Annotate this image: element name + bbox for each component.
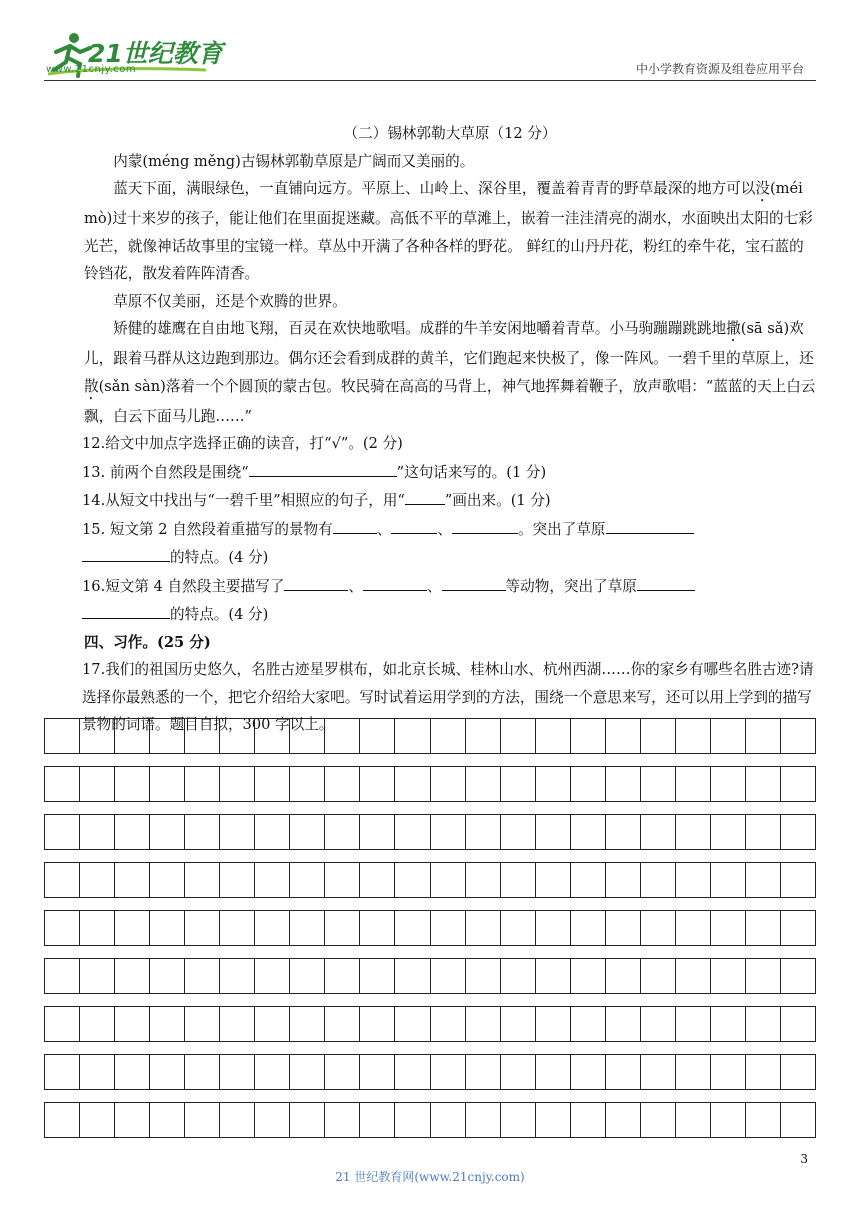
grid-cell[interactable] xyxy=(325,1103,360,1137)
grid-cell[interactable] xyxy=(466,959,501,993)
grid-cell[interactable] xyxy=(746,1007,781,1041)
grid-cell[interactable] xyxy=(711,1055,746,1089)
grid-gap xyxy=(44,994,816,1006)
grid-cell[interactable] xyxy=(641,815,676,849)
grid-cell[interactable] xyxy=(676,911,711,945)
grid-cell[interactable] xyxy=(115,719,150,753)
grid-cell[interactable] xyxy=(325,1055,360,1089)
grid-cell[interactable] xyxy=(255,815,290,849)
grid-cell[interactable] xyxy=(431,767,466,801)
answer-blank[interactable] xyxy=(82,543,170,562)
grid-cell[interactable] xyxy=(571,911,606,945)
grid-cell[interactable] xyxy=(571,719,606,753)
grid-cell[interactable] xyxy=(220,767,255,801)
grid-cell[interactable] xyxy=(501,815,536,849)
grid-cell[interactable] xyxy=(255,911,290,945)
grid-cell[interactable] xyxy=(746,911,781,945)
dotted-char: 撒 xyxy=(726,320,741,337)
grid-cell[interactable] xyxy=(641,959,676,993)
grid-cell[interactable] xyxy=(115,815,150,849)
grid-cell[interactable] xyxy=(501,911,536,945)
grid-cell[interactable] xyxy=(360,863,395,897)
paragraph-4: 矫健的雄鹰在自由地飞翔，百灵在欢快地歌唱。成群的牛羊安闲地嚼着青草。小马驹蹦蹦跳跳地撒(sā sǎ)欢儿，跟着马群从这边跑到那边。偶尔还会看到成群的黄羊，它们跑起来快极了，像一阵风。一碧千里的草原上，还散(sǎn sàn)落着一个个圆顶的蒙古包。牧民骑在高高的马背上，神气地挥舞着鞭子，放声歌唱：“蓝蓝的天上白云飘，白云下面马儿跑……” xyxy=(84,320,816,425)
grid-cell[interactable] xyxy=(606,767,641,801)
writing-grid[interactable] xyxy=(44,718,816,1138)
grid-cell[interactable] xyxy=(431,815,466,849)
answer-blank[interactable] xyxy=(637,572,695,591)
grid-cell[interactable] xyxy=(150,767,185,801)
grid-cell[interactable] xyxy=(746,959,781,993)
grid-cell[interactable] xyxy=(395,1055,430,1089)
grid-cell[interactable] xyxy=(255,863,290,897)
grid-cell[interactable] xyxy=(290,719,325,753)
grid-cell[interactable] xyxy=(45,815,80,849)
grid-cell[interactable] xyxy=(220,1007,255,1041)
reading-title: （二）锡林郭勒大草原（12 分） xyxy=(343,125,557,142)
grid-cell[interactable] xyxy=(45,1055,80,1089)
grid-cell[interactable] xyxy=(290,1103,325,1137)
grid-cell[interactable] xyxy=(431,863,466,897)
grid-cell[interactable] xyxy=(431,959,466,993)
answer-blank[interactable] xyxy=(363,572,427,591)
grid-cell[interactable] xyxy=(185,1007,220,1041)
grid-cell[interactable] xyxy=(431,911,466,945)
grid-cell[interactable] xyxy=(115,767,150,801)
grid-gap xyxy=(44,850,816,862)
grid-cell[interactable] xyxy=(395,863,430,897)
grid-cell[interactable] xyxy=(290,1007,325,1041)
grid-cell[interactable] xyxy=(255,767,290,801)
grid-cell[interactable] xyxy=(501,1055,536,1089)
question-17: 17.我们的祖国历史悠久，名胜古迹星罗棋布，如北京长城、桂林山水、杭州西湖……你的家乡有哪些名胜古迹?请选择你最熟悉的一个，把它介绍给大家吧。写时试着运用学到的方法，围绕一个意思来写，还可以用上学到的描写景物的词语。题目自拟，300 字以上。 xyxy=(82,661,814,733)
grid-cell[interactable] xyxy=(676,1103,711,1137)
section-4-heading: 四、习作。(25 分) xyxy=(84,633,211,651)
grid-cell[interactable] xyxy=(606,911,641,945)
grid-gap xyxy=(44,754,816,766)
grid-cell[interactable] xyxy=(466,767,501,801)
grid-cell[interactable] xyxy=(466,719,501,753)
grid-cell[interactable] xyxy=(360,911,395,945)
grid-cell[interactable] xyxy=(711,863,746,897)
grid-cell[interactable] xyxy=(115,911,150,945)
grid-cell[interactable] xyxy=(290,959,325,993)
grid-cell[interactable] xyxy=(606,959,641,993)
grid-cell[interactable] xyxy=(536,1103,571,1137)
grid-cell[interactable] xyxy=(150,1055,185,1089)
grid-cell[interactable] xyxy=(431,1055,466,1089)
grid-cell[interactable] xyxy=(781,863,815,897)
grid-cell[interactable] xyxy=(290,1055,325,1089)
grid-cell[interactable] xyxy=(395,959,430,993)
grid-cell[interactable] xyxy=(781,959,815,993)
grid-cell[interactable] xyxy=(255,1055,290,1089)
grid-cell[interactable] xyxy=(781,1055,815,1089)
grid-cell[interactable] xyxy=(255,1007,290,1041)
grid-cell[interactable] xyxy=(185,767,220,801)
grid-gap xyxy=(44,802,816,814)
grid-cell[interactable] xyxy=(150,815,185,849)
grid-cell[interactable] xyxy=(45,863,80,897)
grid-cell[interactable] xyxy=(325,911,360,945)
grid-cell[interactable] xyxy=(606,1103,641,1137)
grid-cell[interactable] xyxy=(501,719,536,753)
grid-cell[interactable] xyxy=(676,1055,711,1089)
grid-cell[interactable] xyxy=(220,959,255,993)
answer-blank[interactable] xyxy=(405,486,445,505)
grid-cell[interactable] xyxy=(150,959,185,993)
grid-cell[interactable] xyxy=(711,815,746,849)
answer-blank[interactable] xyxy=(82,600,170,619)
grid-cell[interactable] xyxy=(571,863,606,897)
grid-cell[interactable] xyxy=(255,959,290,993)
grid-cell[interactable] xyxy=(606,863,641,897)
grid-row xyxy=(44,910,816,946)
grid-row xyxy=(44,1006,816,1042)
answer-blank[interactable] xyxy=(452,515,518,534)
grid-cell[interactable] xyxy=(676,863,711,897)
grid-cell[interactable] xyxy=(466,863,501,897)
grid-cell[interactable] xyxy=(395,815,430,849)
grid-cell[interactable] xyxy=(325,959,360,993)
grid-row xyxy=(44,1054,816,1090)
grid-cell[interactable] xyxy=(711,1007,746,1041)
grid-cell[interactable] xyxy=(641,863,676,897)
grid-cell[interactable] xyxy=(431,1103,466,1137)
grid-row xyxy=(44,862,816,898)
grid-cell[interactable] xyxy=(536,1007,571,1041)
grid-cell[interactable] xyxy=(360,1055,395,1089)
grid-cell[interactable] xyxy=(150,719,185,753)
grid-cell[interactable] xyxy=(80,1007,115,1041)
grid-cell[interactable] xyxy=(80,863,115,897)
grid-row xyxy=(44,814,816,850)
grid-cell[interactable] xyxy=(185,863,220,897)
grid-cell[interactable] xyxy=(466,1007,501,1041)
grid-cell[interactable] xyxy=(641,911,676,945)
grid-cell[interactable] xyxy=(360,959,395,993)
dotted-char: 散 xyxy=(84,377,99,395)
grid-row xyxy=(44,766,816,802)
grid-cell[interactable] xyxy=(115,959,150,993)
question-12: 12.给文中加点字选择正确的读音，打“√”。(2 分) xyxy=(82,435,403,452)
grid-cell[interactable] xyxy=(395,911,430,945)
grid-cell[interactable] xyxy=(536,959,571,993)
grid-cell[interactable] xyxy=(360,767,395,801)
answer-blank[interactable] xyxy=(249,458,397,477)
grid-cell[interactable] xyxy=(641,767,676,801)
grid-cell[interactable] xyxy=(746,1055,781,1089)
grid-cell[interactable] xyxy=(150,911,185,945)
grid-cell[interactable] xyxy=(115,863,150,897)
grid-cell[interactable] xyxy=(115,1055,150,1089)
grid-cell[interactable] xyxy=(571,1055,606,1089)
grid-cell[interactable] xyxy=(676,959,711,993)
grid-cell[interactable] xyxy=(255,719,290,753)
grid-cell[interactable] xyxy=(325,863,360,897)
grid-cell[interactable] xyxy=(711,959,746,993)
grid-cell[interactable] xyxy=(325,815,360,849)
paragraph-3: 草原不仅美丽，还是个欢腾的世界。 xyxy=(113,292,347,310)
grid-cell[interactable] xyxy=(571,815,606,849)
grid-cell[interactable] xyxy=(255,1103,290,1137)
grid-cell[interactable] xyxy=(571,1007,606,1041)
grid-cell[interactable] xyxy=(395,1103,430,1137)
grid-cell[interactable] xyxy=(290,767,325,801)
grid-cell[interactable] xyxy=(781,1103,815,1137)
grid-cell[interactable] xyxy=(325,719,360,753)
grid-cell[interactable] xyxy=(641,1055,676,1089)
grid-cell[interactable] xyxy=(45,1007,80,1041)
grid-cell[interactable] xyxy=(536,863,571,897)
grid-cell[interactable] xyxy=(80,959,115,993)
grid-cell[interactable] xyxy=(325,767,360,801)
grid-cell[interactable] xyxy=(290,911,325,945)
grid-cell[interactable] xyxy=(781,815,815,849)
grid-cell[interactable] xyxy=(466,815,501,849)
question-15: 15. 短文第 2 自然段着重描写的景物有 、 、 。突出了草原 的特点。(4 分) xyxy=(82,515,816,572)
grid-cell[interactable] xyxy=(220,719,255,753)
grid-cell[interactable] xyxy=(80,719,115,753)
grid-cell[interactable] xyxy=(80,1103,115,1137)
grid-cell[interactable] xyxy=(185,911,220,945)
grid-cell[interactable] xyxy=(641,1103,676,1137)
grid-cell[interactable] xyxy=(185,959,220,993)
grid-cell[interactable] xyxy=(395,767,430,801)
grid-cell[interactable] xyxy=(606,815,641,849)
dotted-char: 没 xyxy=(755,180,770,197)
footer-site: 21 世纪教育网(www.21cnjy.com) xyxy=(335,1170,525,1184)
grid-cell[interactable] xyxy=(711,911,746,945)
grid-cell[interactable] xyxy=(781,911,815,945)
grid-cell[interactable] xyxy=(746,815,781,849)
grid-cell[interactable] xyxy=(360,719,395,753)
grid-cell[interactable] xyxy=(185,719,220,753)
grid-cell[interactable] xyxy=(185,1055,220,1089)
grid-cell[interactable] xyxy=(220,815,255,849)
grid-cell[interactable] xyxy=(360,815,395,849)
answer-blank[interactable] xyxy=(284,572,348,591)
logo-url: www.21cnjy.com xyxy=(46,64,137,75)
header-divider xyxy=(44,80,816,81)
grid-cell[interactable] xyxy=(571,959,606,993)
grid-cell[interactable] xyxy=(150,863,185,897)
grid-gap xyxy=(44,1090,816,1102)
grid-cell[interactable] xyxy=(676,1007,711,1041)
grid-cell[interactable] xyxy=(711,1103,746,1137)
grid-cell[interactable] xyxy=(536,719,571,753)
page-number: 3 xyxy=(800,1152,808,1166)
grid-cell[interactable] xyxy=(45,767,80,801)
answer-blank[interactable] xyxy=(391,515,437,534)
grid-cell[interactable] xyxy=(466,1103,501,1137)
grid-cell[interactable] xyxy=(360,1007,395,1041)
grid-gap xyxy=(44,1042,816,1054)
grid-cell[interactable] xyxy=(45,959,80,993)
grid-cell[interactable] xyxy=(746,767,781,801)
grid-cell[interactable] xyxy=(641,1007,676,1041)
question-14: 14.从短文中找出与“一碧千里”相照应的句子，用“ ”画出来。(1 分) xyxy=(82,486,816,515)
grid-cell[interactable] xyxy=(395,1007,430,1041)
grid-cell[interactable] xyxy=(80,911,115,945)
grid-cell[interactable] xyxy=(220,911,255,945)
grid-cell[interactable] xyxy=(676,815,711,849)
grid-gap xyxy=(44,946,816,958)
grid-row xyxy=(44,718,816,754)
grid-row xyxy=(44,1102,816,1138)
paragraph-2: 蓝天下面，满眼绿色，一直铺向远方。平原上、山岭上、深谷里，覆盖着青青的野草最深的地方可以没(méi mò)过十来岁的孩子，能让他们在里面捉迷藏。高低不平的草滩上，嵌着一洼洼清亮的湖水，水面映出太阳的七彩光芒，就像神话故事里的宝镜一样。草丛中开满了各种各样的野花。 鲜红的山丹丹花，粉红的牵牛花，宝石蓝的铃铛花，散发着阵阵清香。 xyxy=(84,180,813,282)
grid-cell[interactable] xyxy=(220,1103,255,1137)
grid-cell[interactable] xyxy=(536,911,571,945)
paragraph-1: 内蒙(méng měng)古锡林郭勒草原是广阔而又美丽的。 xyxy=(113,152,475,170)
grid-cell[interactable] xyxy=(501,863,536,897)
grid-cell[interactable] xyxy=(360,1103,395,1137)
grid-cell[interactable] xyxy=(536,1055,571,1089)
platform-name: 中小学教育资源及组卷应用平台 xyxy=(635,62,804,76)
grid-cell[interactable] xyxy=(290,815,325,849)
grid-cell[interactable] xyxy=(45,1103,80,1137)
grid-cell[interactable] xyxy=(185,815,220,849)
answer-blank[interactable] xyxy=(333,515,377,534)
grid-cell[interactable] xyxy=(746,1103,781,1137)
page-header xyxy=(0,0,860,90)
grid-cell[interactable] xyxy=(220,863,255,897)
grid-cell[interactable] xyxy=(45,719,80,753)
exam-content xyxy=(84,120,816,739)
grid-cell[interactable] xyxy=(606,1007,641,1041)
grid-cell[interactable] xyxy=(606,1055,641,1089)
grid-cell[interactable] xyxy=(571,1103,606,1137)
grid-cell[interactable] xyxy=(431,1007,466,1041)
grid-cell[interactable] xyxy=(746,719,781,753)
grid-cell[interactable] xyxy=(150,1103,185,1137)
grid-cell[interactable] xyxy=(466,911,501,945)
grid-cell[interactable] xyxy=(431,719,466,753)
grid-cell[interactable] xyxy=(606,719,641,753)
grid-cell[interactable] xyxy=(185,1103,220,1137)
grid-cell[interactable] xyxy=(80,1055,115,1089)
grid-cell[interactable] xyxy=(325,1007,360,1041)
grid-cell[interactable] xyxy=(676,767,711,801)
grid-cell[interactable] xyxy=(290,863,325,897)
grid-cell[interactable] xyxy=(781,1007,815,1041)
grid-cell[interactable] xyxy=(80,767,115,801)
grid-cell[interactable] xyxy=(220,1055,255,1089)
grid-cell[interactable] xyxy=(501,1007,536,1041)
grid-cell[interactable] xyxy=(676,719,711,753)
grid-cell[interactable] xyxy=(536,767,571,801)
question-16: 16.短文第 4 自然段主要描写了 、 、 等动物，突出了草原 的特点。(4 分) xyxy=(82,572,816,629)
grid-cell[interactable] xyxy=(80,815,115,849)
grid-cell[interactable] xyxy=(711,767,746,801)
grid-gap xyxy=(44,898,816,910)
grid-cell[interactable] xyxy=(395,719,430,753)
grid-cell[interactable] xyxy=(571,767,606,801)
grid-cell[interactable] xyxy=(536,815,571,849)
grid-cell[interactable] xyxy=(115,1007,150,1041)
grid-cell[interactable] xyxy=(746,863,781,897)
grid-cell[interactable] xyxy=(711,719,746,753)
grid-cell[interactable] xyxy=(45,911,80,945)
grid-cell[interactable] xyxy=(641,719,676,753)
grid-cell[interactable] xyxy=(501,1103,536,1137)
answer-blank[interactable] xyxy=(442,572,506,591)
answer-blank[interactable] xyxy=(606,515,694,534)
grid-cell[interactable] xyxy=(115,1103,150,1137)
question-13: 13. 前两个自然段是围绕“ ”这句话来写的。(1 分) xyxy=(82,458,816,487)
grid-row xyxy=(44,958,816,994)
grid-cell[interactable] xyxy=(501,959,536,993)
logo-title: 21世纪教育 xyxy=(88,39,223,68)
grid-cell[interactable] xyxy=(781,719,815,753)
grid-cell[interactable] xyxy=(150,1007,185,1041)
grid-cell[interactable] xyxy=(501,767,536,801)
grid-cell[interactable] xyxy=(781,767,815,801)
grid-cell[interactable] xyxy=(466,1055,501,1089)
